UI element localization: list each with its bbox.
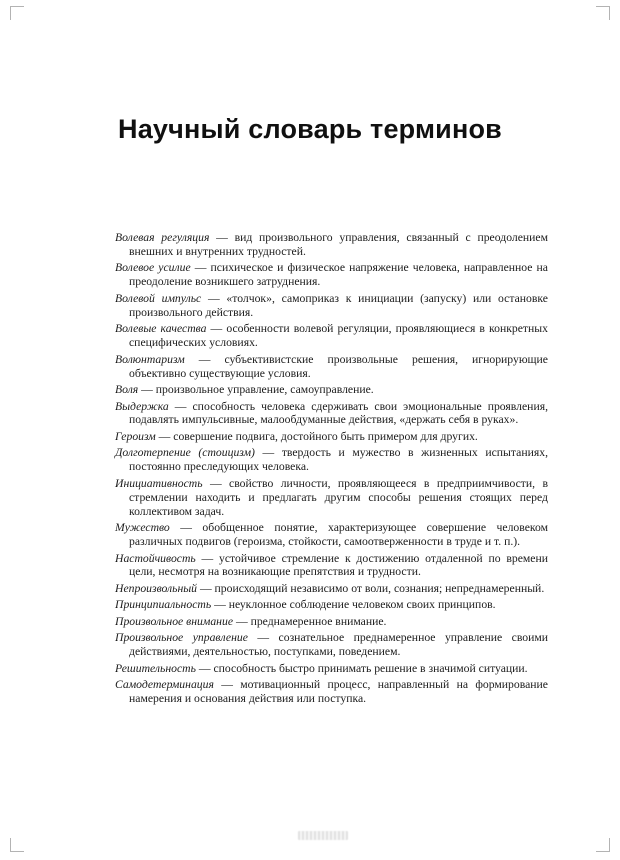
glossary-entry — [115, 353, 548, 381]
crop-mark-top-right — [596, 6, 610, 20]
glossary-definition: — обобщенное понятие, характеризующее совершение человеком различных подвигов (героизма, стойкости, самоотверженности в труде и т. п.). — [129, 521, 548, 549]
glossary-definition: — способность человека сдерживать свои эмоциональные проявления, подавлять импульсивные, малообдуманные действия, «держать себя в руках». — [129, 399, 548, 427]
glossary-entry — [115, 400, 548, 428]
glossary-term: Волюнтаризм — [115, 352, 185, 366]
glossary-entry — [115, 552, 548, 580]
glossary-term: Непроизвольный — [115, 581, 198, 595]
glossary-term: Долготерпение (стоицизм) — [115, 446, 255, 460]
glossary-entry — [115, 231, 548, 259]
glossary-definition: — свойство личности, проявляющееся в предприимчивости, в стремлении находить и предлагать другим способы решения стоящих перед коллективом задач. — [129, 476, 548, 518]
page-title: Научный словарь терминов — [118, 114, 502, 144]
glossary-definition: — устойчивое стремление к достижению отдаленной по времени цели, несмотря на возникающие препятствия и трудности. — [129, 551, 548, 579]
glossary-entry — [115, 631, 548, 659]
glossary-definition: — произвольное управление, самоуправление. — [138, 383, 374, 397]
glossary-definition: — субъективистские произвольные решения, игнорирующие объективно существующие условия. — [129, 352, 548, 380]
glossary-definition: — твердость и мужество в жизненных испытаниях, постоянно преследующих человека. — [129, 446, 548, 474]
glossary-entry — [115, 477, 548, 519]
glossary-term: Произвольное внимание — [115, 614, 234, 628]
glossary-definition: — преднамеренное внимание. — [233, 614, 387, 628]
glossary-definition: — неуклонное соблюдение человеком своих принципов. — [211, 598, 496, 612]
glossary-definition: — происходящий независимо от воли, сознания; непреднамеренный. — [197, 581, 545, 595]
glossary-entry — [115, 292, 548, 320]
glossary-definition: — вид произвольного управления, связанный с преодолением внешних и внутренних трудностей. — [129, 231, 548, 258]
glossary-term: Решительность — [115, 661, 196, 675]
crop-mark-bottom-left — [10, 838, 24, 852]
print-artifact-mark — [298, 831, 348, 840]
glossary-term: Инициативность — [115, 476, 203, 490]
glossary-term: Героизм — [115, 429, 156, 443]
glossary-term: Принципиальность — [115, 598, 212, 612]
glossary-definition: — «толчок», самоприказ к инициации (запуску) или остановке произвольного действия. — [129, 291, 548, 319]
glossary-definition: — психическое и физическое напряжение человека, направленное на преодоление возникшего затруднения. — [129, 261, 548, 289]
glossary-list — [115, 231, 548, 709]
crop-mark-top-left — [10, 6, 24, 20]
glossary-term: Произвольное управление — [115, 631, 248, 645]
glossary-entry — [115, 322, 548, 350]
glossary-entry — [115, 598, 548, 612]
glossary-entry — [115, 615, 548, 629]
glossary-entry — [115, 582, 548, 596]
glossary-term: Волевая регуляция — [115, 231, 210, 244]
glossary-definition: — способность быстро принимать решение в значимой ситуации. — [195, 661, 528, 675]
glossary-definition: — совершение подвига, достойного быть примером для других. — [155, 429, 478, 443]
glossary-definition: — сознательное преднамеренное управление своими действиями, деятельностью, поступками, поведением. — [129, 631, 549, 659]
glossary-term: Воля — [115, 383, 139, 397]
glossary-entry — [115, 430, 548, 444]
glossary-term: Самодетерминация — [115, 678, 214, 692]
glossary-definition: — мотивационный процесс, направленный на формирование намерения и основания действия или поступка. — [129, 678, 548, 706]
glossary-entry — [115, 446, 548, 474]
crop-mark-bottom-right — [596, 838, 610, 852]
glossary-term: Мужество — [115, 521, 170, 535]
glossary-term: Волевое усилие — [115, 261, 191, 275]
glossary-term: Волевые качества — [115, 322, 207, 336]
glossary-definition: — особенности волевой регуляции, проявляющиеся в конкретных специфических условиях. — [129, 322, 548, 350]
glossary-entry — [115, 383, 548, 397]
glossary-term: Выдержка — [115, 399, 169, 413]
glossary-entry — [115, 678, 548, 706]
glossary-entry — [115, 261, 548, 289]
glossary-term: Настойчивость — [115, 551, 196, 565]
glossary-term: Волевой импульс — [115, 291, 202, 305]
glossary-entry — [115, 521, 548, 549]
glossary-entry — [115, 662, 548, 676]
